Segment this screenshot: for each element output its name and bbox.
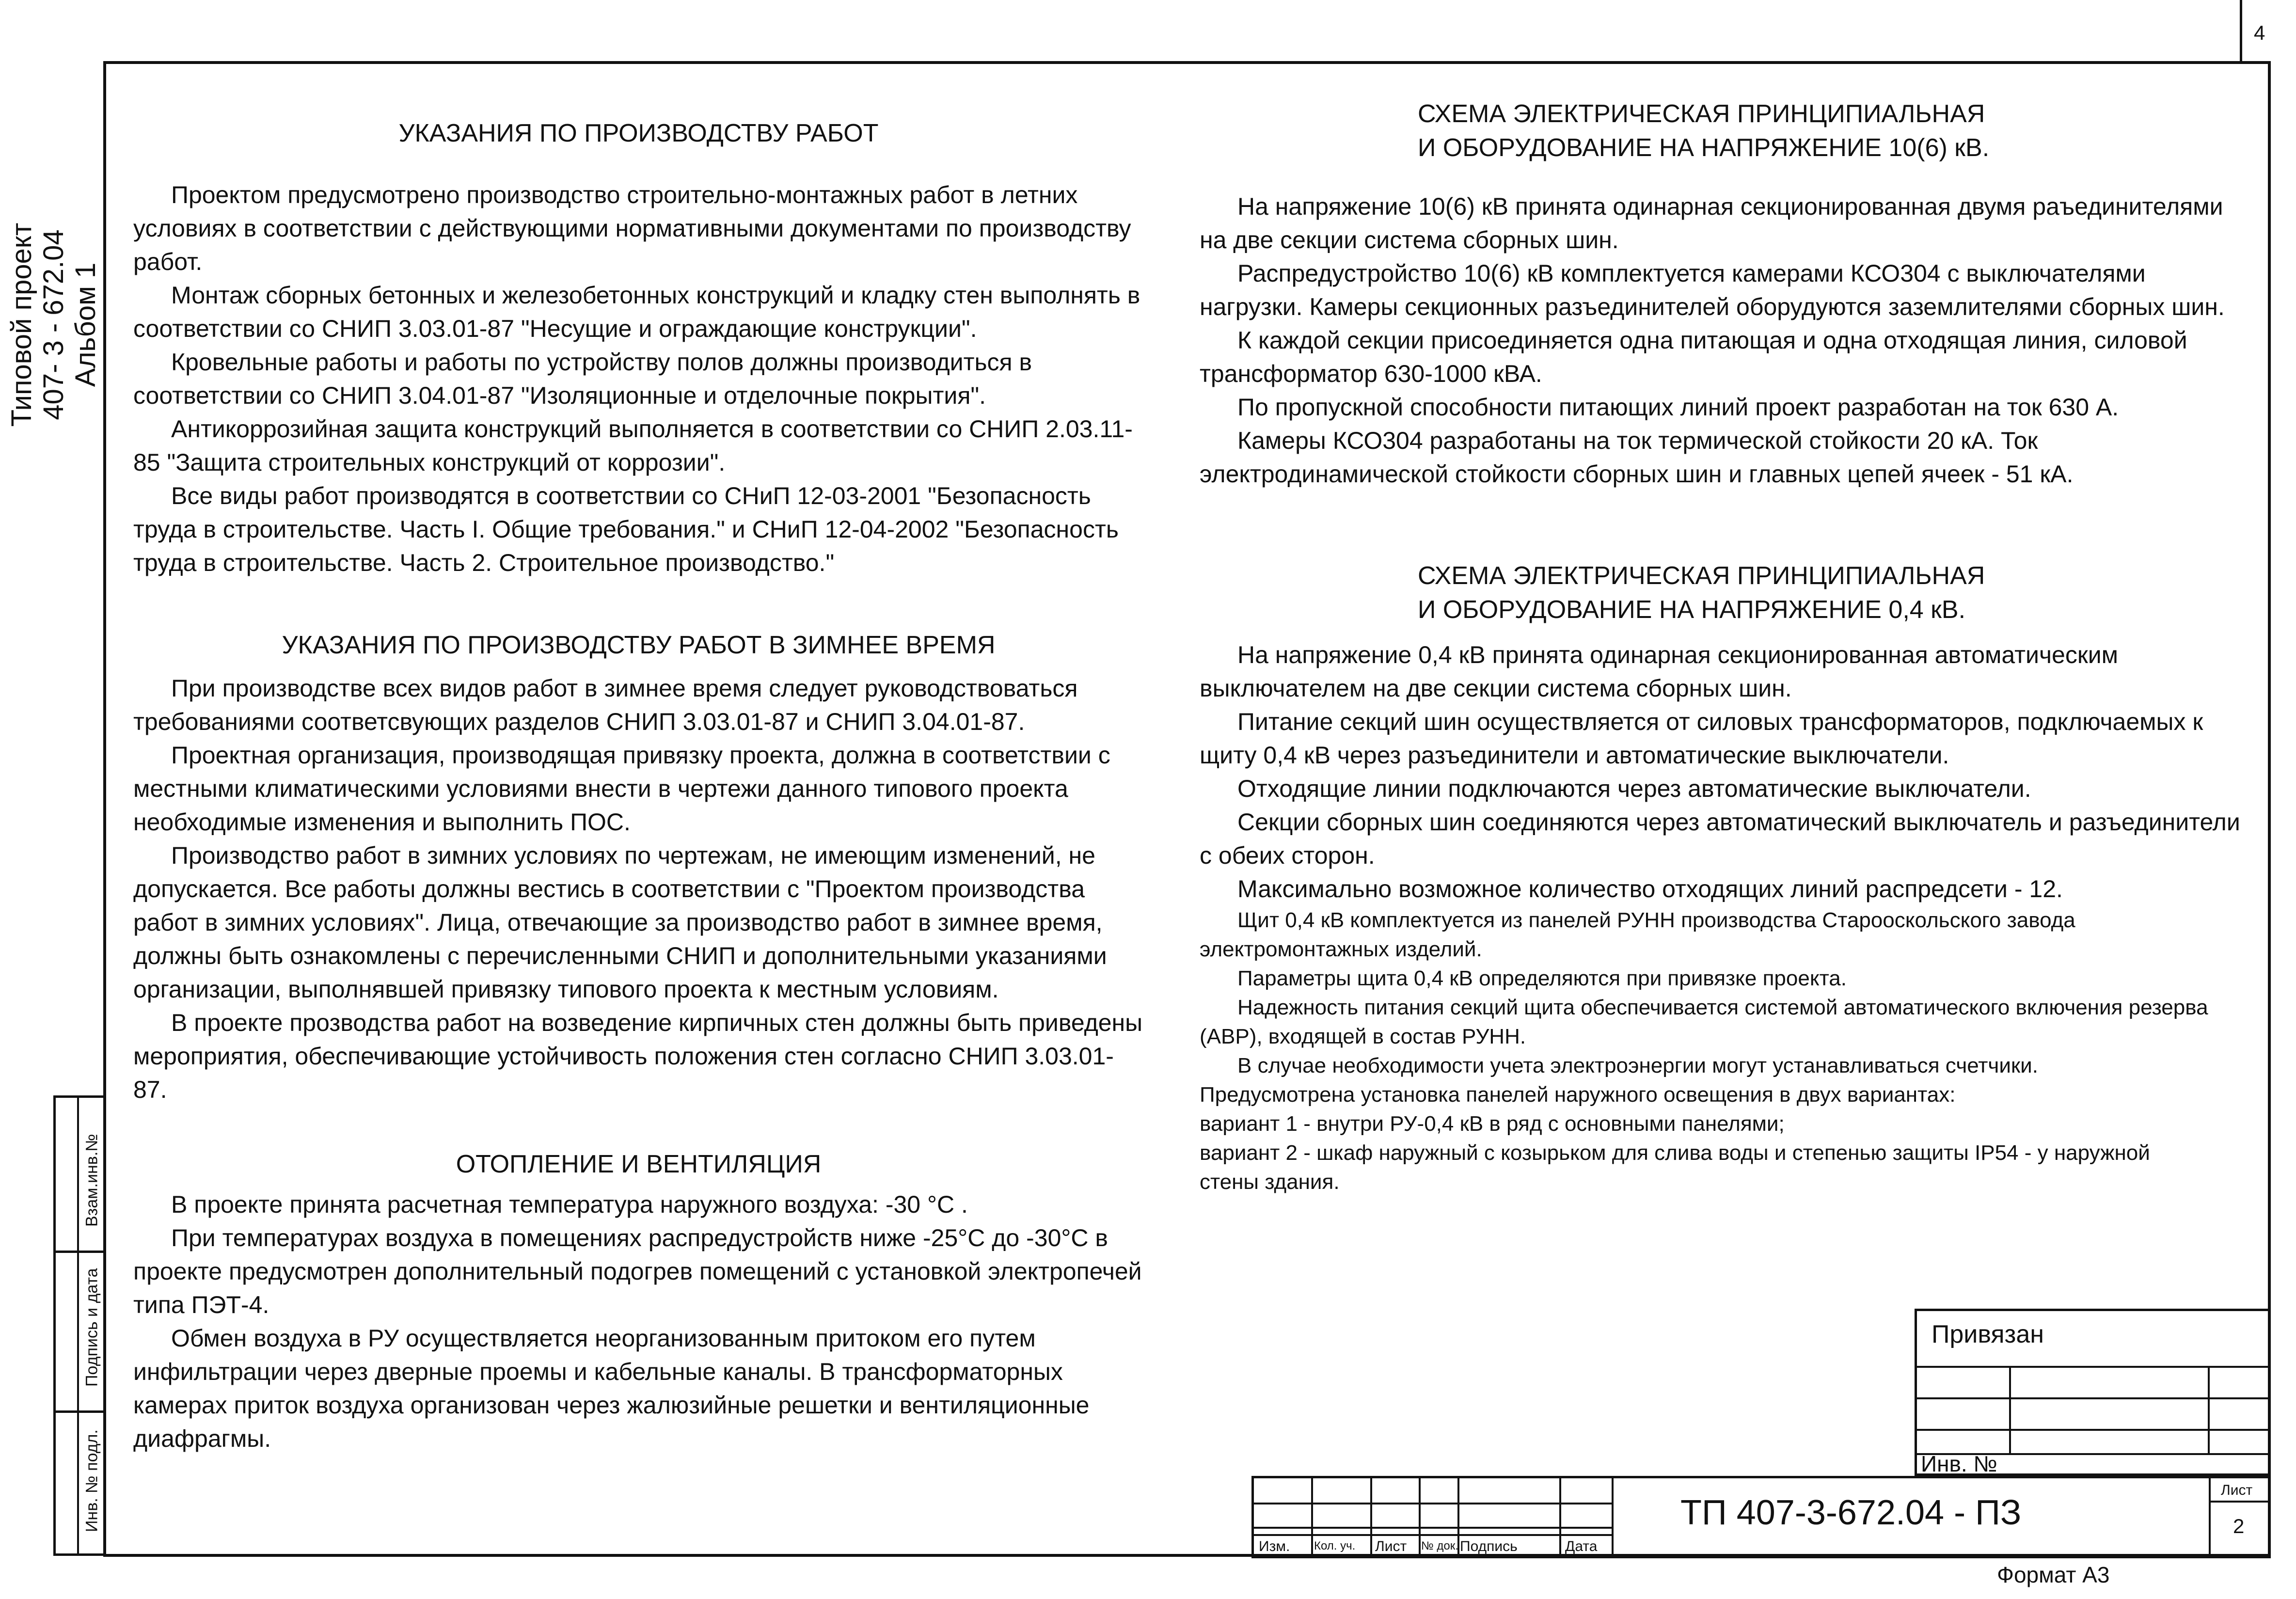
- side-title-line3: Альбом 1: [70, 262, 101, 387]
- paragraph: При производстве всех видов работ в зимнее время следует руководствоваться требованиями соответсвующих разделов СНИП 3.03.01-87 и СНИП 3.04.01-87.: [133, 675, 1078, 735]
- right-column: [1200, 97, 2247, 1197]
- stamp-blank: [56, 1413, 79, 1556]
- paragraph: К каждой секции присоединяется одна питающая и одна отходящая линия, силовой трансформатор 630-1000 кВА.: [1200, 327, 2187, 387]
- grid-line: [1311, 1478, 1313, 1558]
- paragraph: Питание секций шин осуществляется от силовых трансформаторов, подключаемых к щиту 0,4 кВ через разъединители и автоматические выключатели.: [1200, 708, 2203, 769]
- paragraph: Отходящие линии подключаются через автоматические выключатели.: [1237, 775, 2031, 802]
- paragraph: вариант 2 - шкаф наружный с козырьком для слива воды и степенью защиты IP54 - у наружной стены здания.: [1200, 1141, 2150, 1194]
- col-signature: Подпись: [1460, 1538, 1518, 1554]
- section-title-works: УКАЗАНИЯ ПО ПРОИЗВОДСТВУ РАБОТ: [398, 119, 879, 147]
- side-title: [6, 107, 132, 543]
- sheet-label: Лист: [2221, 1482, 2253, 1498]
- section-title-10kv-l1: СХЕМА ЭЛЕКТРИЧЕСКАЯ ПРИНЦИПИАЛЬНАЯ: [1418, 100, 1985, 128]
- side-title-line1: Типовой проект: [6, 222, 37, 427]
- section-title-10kv-l2: И ОБОРУДОВАНИЕ НА НАПРЯЖЕНИЕ 10(6) кВ.: [1418, 134, 1990, 162]
- col-izm: Изм.: [1259, 1538, 1290, 1554]
- main-title-block: [1251, 1476, 2271, 1558]
- col-doc-no: № док.: [1421, 1539, 1458, 1552]
- section-title-winter: УКАЗАНИЯ ПО ПРОИЗВОДСТВУ РАБОТ В ЗИМНЕЕ ВРЕМЯ: [282, 631, 996, 659]
- paragraph: Щит 0,4 кВ комплектуется из панелей РУНН производства Старооскольского завода электромонтажных изделий.: [1200, 908, 2075, 961]
- paragraph: На напряжение 0,4 кВ принята одинарная секционированная автоматическим выключателем на две секции система сборных шин.: [1200, 641, 2118, 702]
- left-column: [133, 116, 1144, 1456]
- paragraph: Монтаж сборных бетонных и железобетонных конструкций и кладку стен выполнять в соответствии со СНИП 3.03.01-87 "Несущие и ограждающие конструкции".: [133, 282, 1140, 342]
- document-code: ТП 407-3-672.04 - ПЗ: [1680, 1493, 2022, 1532]
- paragraph: Распредустройство 10(6) кВ комплектуется камерами КСО304 с выключателями нагрузки. Камеры секционных разъединителей оборудуются заземлителями сборных шин.: [1200, 260, 2225, 320]
- paragraph: Все виды работ производятся в соответствии со СНиП 12-03-2001 "Безопасность труда в строительстве. Часть I. Общие требования." и СНиП 12-04-2002 "Безопасность труда в строительстве. Часть 2. Строительное производство.": [133, 482, 1119, 576]
- paragraph: По пропускной способности питающих линий проект разработан на ток 630 А.: [1237, 394, 2119, 421]
- stamp-cell-vzam: [56, 1098, 103, 1253]
- paper-format: Формат А3: [1997, 1562, 2110, 1587]
- stamp-cell-inv: [56, 1413, 103, 1556]
- paragraph: Камеры КСО304 разработаны на ток термической стойкости 20 кА. Ток электродинамической стойкости сборных шин и главных цепей ячеек - 51 кА.: [1200, 427, 2074, 488]
- grid-line: [2208, 1366, 2210, 1453]
- paragraph: Надежность питания секций щита обеспечивается системой автоматического включения резерва (АВР), входящей в состав РУНН.: [1200, 996, 2208, 1048]
- col-date: Дата: [1565, 1538, 1598, 1554]
- stamp-label-podpis: Подпись и дата: [82, 1268, 101, 1387]
- grid-line: [2009, 1366, 2011, 1453]
- paragraph: В проекте прозводства работ на возведение кирпичных стен должны быть приведены мероприятия, обеспечивающие устойчивость положения стен согласно СНИП 3.03.01-87.: [133, 1009, 1143, 1103]
- inventory-no-label: Инв. №: [1921, 1451, 1997, 1476]
- paragraph: При температурах воздуха в помещениях распредустройств ниже -25°С до -30°С в проекте предусмотрен дополнительный подогрев помещений с установкой электропечей типа ПЭТ-4.: [133, 1224, 1142, 1318]
- paragraph: Предусмотрена установка панелей наружного освещения в двух вариантах:: [1200, 1083, 1956, 1107]
- grid-line: [1559, 1478, 1561, 1558]
- paragraph: Секции сборных шин соединяются через автоматический выключатель и разъединители с обеих сторон.: [1200, 808, 2240, 869]
- paragraph: На напряжение 10(6) кВ принята одинарная секционированная двумя раъединителями на две секции система сборных шин.: [1200, 193, 2223, 253]
- paragraph: Обмен воздуха в РУ осуществляется неорганизованным притоком его путем инфильтрации через дверные проемы и кабельные каналы. В трансформаторных камерах приток воздуха организован через жалюзийные решетки и вентиляционные диафрагмы.: [133, 1325, 1090, 1452]
- paragraph: Антикоррозийная защита конструкций выполняется в соответствии со СНИП 2.03.11-85 "Защита строительных конструкций от коррозии".: [133, 415, 1133, 476]
- grid-line: [1254, 1503, 1612, 1504]
- grid-line: [1254, 1527, 1612, 1529]
- grid-line: [1917, 1366, 2271, 1368]
- grid-line: [1917, 1397, 2271, 1399]
- paragraph: Максимально возможное количество отходящих линий распредсети - 12.: [1237, 875, 2063, 902]
- paragraph: Параметры щита 0,4 кВ определяются при привязке проекта.: [1237, 966, 1847, 990]
- paragraph: В случае необходимости учета электроэнергии могут устанавливаться счетчики.: [1237, 1054, 2038, 1077]
- section-title-04kv-l1: СХЕМА ЭЛЕКТРИЧЕСКАЯ ПРИНЦИПИАЛЬНАЯ: [1418, 562, 1985, 590]
- section-title-heating: ОТОПЛЕНИЕ И ВЕНТИЛЯЦИЯ: [456, 1150, 822, 1178]
- section-title-04kv-l2: И ОБОРУДОВАНИЕ НА НАПРЯЖЕНИЕ 0,4 кВ.: [1418, 596, 1966, 624]
- grid-line: [2209, 1501, 2271, 1503]
- grid-line: [1254, 1534, 1612, 1536]
- binding-box: [1915, 1309, 2271, 1476]
- grid-line: [1917, 1429, 2271, 1431]
- paragraph: Проектная организация, производящая привязку проекта, должна в соответствии с местными климатическими условиями внести в чертежи данного типового проекта необходимые изменения и выполнить ПОС.: [133, 742, 1110, 836]
- grid-line: [1419, 1478, 1421, 1558]
- grid-line: [1370, 1478, 1372, 1558]
- paragraph: Производство работ в зимних условиях по чертежам, не имеющим изменений, не допускается. Все работы должны вестись в соответствии с "Проектом производства работ в зимних условиях". Лица, отвечающие за производство работ в зимнее время, должны быть ознакомлены с перечисленными СНИП и дополнительными указаниями организации, выполнявшей привязку типового проекта к местным условиям.: [133, 842, 1107, 1003]
- col-kol-uch: Кол. уч.: [1314, 1539, 1356, 1552]
- grid-line: [2209, 1478, 2211, 1558]
- approval-stamp: [53, 1095, 103, 1556]
- paragraph: В проекте принята расчетная температура наружного воздуха: -30 °С .: [171, 1191, 968, 1218]
- stamp-cell-podpis: [56, 1253, 103, 1413]
- paragraph: Кровельные работы и работы по устройству полов должны производиться в соответствии со СНИП 3.04.01-87 "Изоляционные и отделочные покрытия".: [133, 348, 1032, 409]
- page-number-divider: [2240, 0, 2242, 61]
- paragraph: вариант 1 - внутри РУ-0,4 кВ в ряд с основными панелями;: [1200, 1112, 1785, 1136]
- stamp-blank: [56, 1098, 79, 1251]
- stamp-label-vzam: Взам.инв.№: [82, 1134, 101, 1227]
- binding-label: Привязан: [1932, 1320, 2044, 1348]
- grid-line: [1612, 1478, 1614, 1558]
- page-number: 4: [2254, 21, 2265, 44]
- sheet-number: 2: [2233, 1515, 2245, 1537]
- col-list: Лист: [1375, 1538, 1407, 1554]
- paragraph: Проектом предусмотрено производство строительно-монтажных работ в летних условиях в соответствии с действующими нормативными документами по производству работ.: [133, 181, 1131, 275]
- side-title-line2: 407- 3 - 672.04: [38, 229, 69, 420]
- stamp-label-inv: Инв. № подл.: [82, 1429, 101, 1532]
- stamp-blank: [56, 1253, 79, 1410]
